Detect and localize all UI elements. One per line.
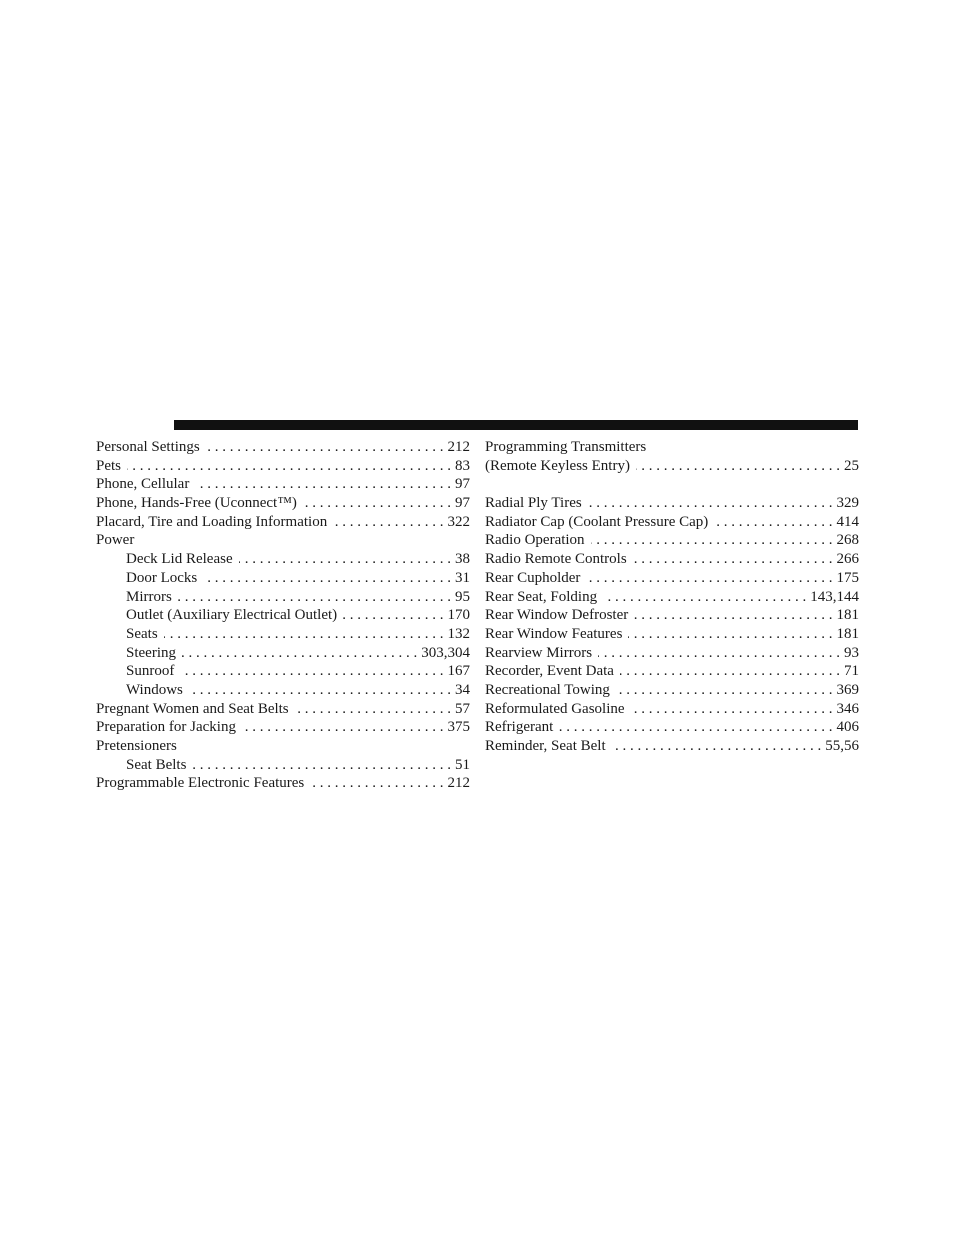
dot-leader	[195, 475, 451, 494]
dot-leader	[203, 569, 451, 588]
index-entry	[96, 531, 470, 550]
index-entry-label: Rearview Mirrors	[485, 644, 593, 661]
dot-leader	[242, 718, 444, 737]
index-entry-label: Radiator Cap (Coolant Pressure Cap)	[485, 513, 709, 530]
index-entry-page: 268	[836, 532, 859, 549]
index-entry	[485, 625, 859, 644]
dot-leader	[603, 588, 806, 607]
dot-leader	[634, 606, 832, 625]
index-entry-line	[485, 457, 859, 476]
index-entry-label: Rear Window Features	[485, 625, 623, 642]
index-entry-label: Windows	[126, 681, 183, 698]
index-entry-line	[485, 625, 859, 644]
dot-leader	[588, 494, 833, 513]
index-entry-page: 34	[455, 681, 470, 698]
index-entry-line	[96, 494, 470, 513]
index-entry-page: 38	[455, 551, 470, 568]
index-entry-line	[96, 475, 470, 494]
index-entry-page: 212	[447, 775, 470, 792]
index-entry-page: 55,56	[825, 738, 859, 754]
index-entry-line	[126, 550, 470, 569]
index-entry-page: 57	[455, 700, 470, 717]
index-entry-page: 93	[844, 644, 859, 661]
index-entry	[485, 718, 859, 737]
dot-leader	[310, 774, 443, 793]
index-entry-label: Sunroof	[126, 663, 175, 680]
index-entry-page: 97	[455, 476, 470, 493]
dot-leader	[636, 457, 840, 476]
index-entry-page: 167	[447, 663, 470, 680]
index-entry-label: Seats	[126, 625, 158, 642]
index-entry	[96, 438, 470, 457]
index-entry-page: 51	[455, 756, 470, 773]
index-entry-line	[96, 457, 470, 476]
index-entry-label: Phone, Hands-Free (Uconnect™)	[96, 495, 297, 512]
index-entry-label: Programmable Electronic Features	[96, 775, 305, 792]
dot-leader	[343, 606, 443, 625]
index-entry	[485, 513, 859, 532]
index-entry-label: Rear Window Defroster	[485, 607, 629, 624]
dot-leader	[631, 700, 833, 719]
index-entry-line	[485, 644, 859, 663]
index-entry	[485, 737, 859, 756]
index-entry-line	[96, 513, 470, 532]
index-entry	[96, 475, 470, 494]
index-entry	[96, 700, 470, 719]
index-entry-page: 132	[447, 625, 470, 642]
index-entry-label: Reformulated Gasoline	[485, 700, 625, 717]
index-entry-line	[96, 531, 470, 550]
index-entry-label: Preparation for Jacking	[96, 719, 236, 736]
index-entry-label: Seat Belts	[126, 756, 187, 773]
index-entry	[96, 756, 470, 775]
index-entry-line	[96, 700, 470, 719]
index-entry-label: Steering	[126, 644, 176, 661]
index-entry-line	[126, 644, 470, 663]
index-entry	[485, 700, 859, 719]
dot-leader	[714, 513, 832, 532]
index-entry-page: 95	[455, 588, 470, 605]
index-entry-label: Pets	[96, 457, 122, 474]
index-entry-page: 406	[836, 719, 859, 736]
index-entry-label: Rear Cupholder	[485, 569, 581, 586]
index-entry-label: Personal Settings	[96, 439, 200, 455]
dot-leader	[127, 457, 451, 476]
index-entry	[485, 457, 859, 476]
dot-leader	[178, 588, 451, 607]
index-entry-label: Recorder, Event Data	[485, 663, 614, 680]
index-entry	[485, 531, 859, 550]
index-entry-label: Radial Ply Tires	[485, 495, 582, 512]
index-entry	[96, 588, 470, 607]
index-entry	[485, 438, 859, 457]
index-entry-line	[485, 569, 859, 588]
index-entry-label: (Remote Keyless Entry)	[485, 457, 630, 474]
index-entry-line	[126, 681, 470, 700]
index-entry	[96, 513, 470, 532]
index-entry-label: Programming Transmitters	[485, 439, 647, 455]
dot-leader	[295, 700, 451, 719]
index-gap	[485, 475, 859, 494]
index-entry-label: Recreational Towing	[485, 681, 610, 698]
index-column-left	[96, 438, 470, 793]
index-entry	[96, 774, 470, 793]
index-entry	[96, 494, 470, 513]
index-entry-line	[126, 662, 470, 681]
index-entry-line	[126, 606, 470, 625]
index-entry-line	[485, 681, 859, 700]
index-entry-page: 414	[836, 513, 859, 530]
index-entry-page: 266	[836, 551, 859, 568]
index-entry-line	[485, 438, 859, 457]
dot-leader	[612, 737, 822, 756]
index-entry-line	[126, 588, 470, 607]
dot-leader	[164, 625, 444, 644]
index-entry-page: 375	[447, 719, 470, 736]
index-entry-page: 25	[844, 457, 859, 474]
index-entry-page: 369	[836, 681, 859, 698]
index-entry-label: Deck Lid Release	[126, 551, 233, 568]
dot-leader	[333, 513, 443, 532]
index-entry-line	[485, 606, 859, 625]
index-entry-line	[485, 494, 859, 513]
index-column-right	[485, 438, 859, 756]
index-entry-line	[485, 700, 859, 719]
index-entry-line	[96, 438, 470, 457]
index-entry	[96, 569, 470, 588]
index-entry	[96, 644, 470, 663]
index-entry	[96, 550, 470, 569]
index-entry-line	[485, 531, 859, 550]
index-entry-label: Radio Operation	[485, 532, 585, 549]
dot-leader	[206, 438, 444, 457]
dot-leader	[620, 662, 840, 681]
index-entry-line	[485, 737, 859, 756]
index-entry	[485, 662, 859, 681]
index-entry	[96, 737, 470, 756]
index-entry-page: 71	[844, 663, 859, 680]
index-entry-label: Outlet (Auxiliary Electrical Outlet)	[126, 607, 338, 624]
dot-leader	[591, 531, 833, 550]
dot-leader	[303, 494, 451, 513]
index-entry-label: Refrigerant	[485, 719, 554, 736]
index-entry-label: Pregnant Women and Seat Belts	[96, 700, 289, 717]
index-entry-line	[485, 718, 859, 737]
index-entry-page: 175	[836, 569, 859, 586]
index-entry-page: 322	[447, 513, 470, 530]
dot-leader	[559, 718, 832, 737]
dot-leader	[189, 681, 451, 700]
index-entry-label: Reminder, Seat Belt	[485, 738, 606, 754]
index-entry-line	[126, 756, 470, 775]
dot-leader	[586, 569, 832, 588]
index-entry-label: Placard, Tire and Loading Information	[96, 513, 328, 530]
index-entry	[96, 662, 470, 681]
dot-leader	[616, 681, 833, 700]
index-entry-line	[485, 513, 859, 532]
index-entry-line	[485, 550, 859, 569]
dot-leader	[628, 625, 832, 644]
index-entry	[485, 681, 859, 700]
index-entry-page: 346	[836, 700, 859, 717]
index-entry-label: Radio Remote Controls	[485, 551, 627, 568]
dot-leader	[192, 756, 451, 775]
index-entry-label: Power	[96, 532, 135, 549]
index-entry-page: 212	[447, 439, 470, 455]
dot-leader	[180, 662, 443, 681]
index-entry	[485, 494, 859, 513]
index-entry-page: 181	[836, 625, 859, 642]
index-entry	[485, 588, 859, 607]
index-entry-label: Pretensioners	[96, 738, 177, 754]
index-entry-line	[96, 737, 470, 756]
index-entry-label: Rear Seat, Folding	[485, 588, 598, 605]
index-entry-page: 181	[836, 607, 859, 624]
index-entry-line	[96, 718, 470, 737]
index-entry	[96, 606, 470, 625]
index-entry-label: Phone, Cellular	[96, 476, 190, 493]
index-entry-label: Mirrors	[126, 588, 172, 605]
index-entry-line	[96, 774, 470, 793]
index-entry-line	[126, 625, 470, 644]
index-entry	[96, 681, 470, 700]
index-entry	[485, 644, 859, 663]
index-entry	[485, 569, 859, 588]
index-entry-line	[485, 662, 859, 681]
index-entry-page: 83	[455, 457, 470, 474]
index-entry	[96, 457, 470, 476]
dot-leader	[182, 644, 417, 663]
index-entry	[485, 550, 859, 569]
dot-leader	[598, 644, 840, 663]
index-entry-label: Door Locks	[126, 569, 198, 586]
index-entry-page: 97	[455, 495, 470, 512]
index-entry-line	[126, 569, 470, 588]
index-entry	[96, 718, 470, 737]
index-entry-page: 170	[447, 607, 470, 624]
index-entry	[96, 625, 470, 644]
index-entry-line	[485, 588, 859, 607]
index-entry-page: 31	[455, 569, 470, 586]
index-entry	[485, 606, 859, 625]
index-entry-page: 329	[836, 495, 859, 512]
dot-leader	[239, 550, 451, 569]
index-entry-page: 143,144	[810, 588, 859, 605]
index-entry-page: 303,304	[421, 644, 470, 661]
header-rule	[174, 420, 858, 430]
dot-leader	[633, 550, 833, 569]
